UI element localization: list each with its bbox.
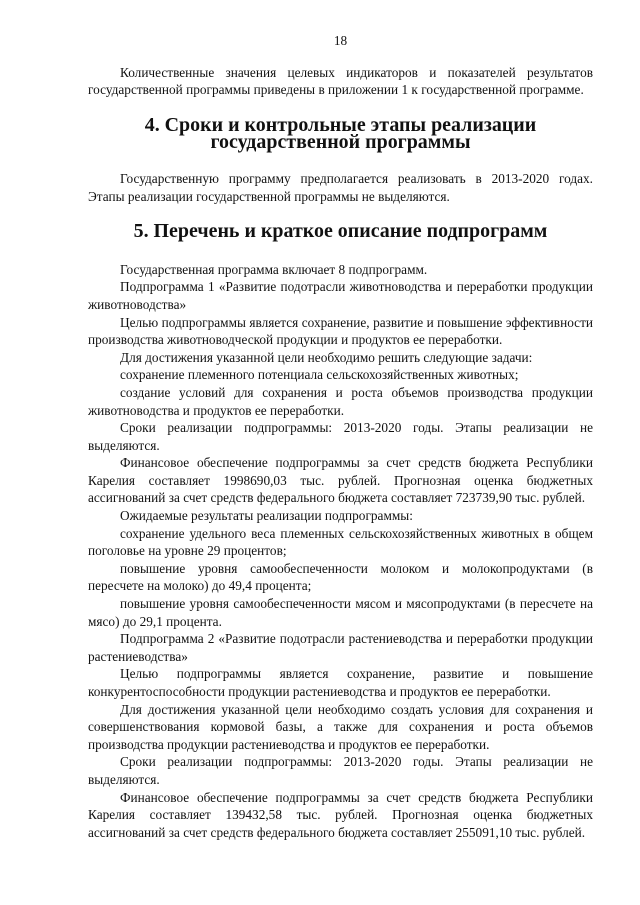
section-5-paragraph: Сроки реализации подпрограммы: 2013-2020 годы. Этапы реализации не выделяются. (88, 420, 593, 453)
section-5-paragraph: Для достижения указанной цели необходимо создать условия для сохранения и совершенствования кормовой базы, а также для сохранения и роста объемов производства продукции растениеводства и продуктов ее переработки. (88, 701, 593, 752)
section-5-paragraph: Сроки реализации подпрограммы: 2013-2020 годы. Этапы реализации не выделяются. (88, 754, 593, 787)
page-number: 18 (333, 33, 348, 48)
document-page (88, 32, 593, 841)
section-5-paragraph: сохранение удельного веса племенных сельскохозяйственных животных в общем поголовье на уровне 29 процентов; (88, 525, 593, 559)
section-5-paragraph: Для достижения указанной цели необходимо решить следующие задачи: (120, 349, 533, 365)
section-5-paragraph: сохранение племенного потенциала сельскохозяйственных животных; (120, 367, 519, 383)
section-5-paragraph: повышение уровня самообеспеченности молоком и молокопродуктами (в пересчете на молоко) до 49,4 процента; (88, 560, 593, 594)
section-5-heading: 5. Перечень и краткое описание подпрограмм (133, 220, 548, 243)
section-5-paragraph: Целью подпрограммы является сохранение, развитие и повышение конкурентоспособности продукции растениеводства и продуктов ее переработки. (88, 666, 593, 699)
section-5-paragraph: Финансовое обеспечение подпрограммы за счет средств бюджета Республики Карелия составляет 1998690,03 тыс. рублей. Прогнозная оценка бюджетных ассигнований за счет средств федерального бюджета составляет 723739,90 тыс. рублей. (88, 455, 593, 506)
section-5-paragraph: создание условий для сохранения и роста объемов производства продукции животноводства и продуктов ее переработки. (88, 384, 593, 418)
section-4-paragraph: Государственную программу предполагается реализовать в 2013-2020 годах. Этапы реализации государственной программы не выделяются. (88, 170, 593, 204)
section-5-paragraph: Подпрограмма 2 «Развитие подотрасли растениеводства и переработки продукции растениеводства» (88, 631, 593, 664)
section-5-paragraph: Подпрограмма 1 «Развитие подотрасли животноводства и переработки продукции животноводства» (88, 279, 593, 312)
intro-paragraph: Количественные значения целевых индикаторов и показателей результатов государственной программы приведены в приложении 1 к государственной программе. (88, 64, 593, 98)
section-4-heading: 4. Сроки и контрольные этапы реализации государственной программы (144, 113, 537, 154)
section-5-paragraph: повышение уровня самообеспеченности мясом и мясопродуктами (в пересчете на мясо) до 29,1 процента. (88, 596, 593, 629)
section-5-paragraph: Государственная программа включает 8 подпрограмм. (120, 261, 428, 277)
section-5-paragraph: Финансовое обеспечение подпрограммы за счет средств бюджета Республики Карелия составляет 139432,58 тыс. рублей. Прогнозная оценка бюджетных ассигнований за счет средств федерального бюджета составляет 255091,10 тыс. рублей. (88, 789, 593, 840)
section-5-paragraph: Целью подпрограммы является сохранение, развитие и повышение эффективности производства животноводческой продукции и продуктов ее переработки. (88, 314, 593, 348)
section-5-paragraph: Ожидаемые результаты реализации подпрограммы: (120, 508, 413, 524)
